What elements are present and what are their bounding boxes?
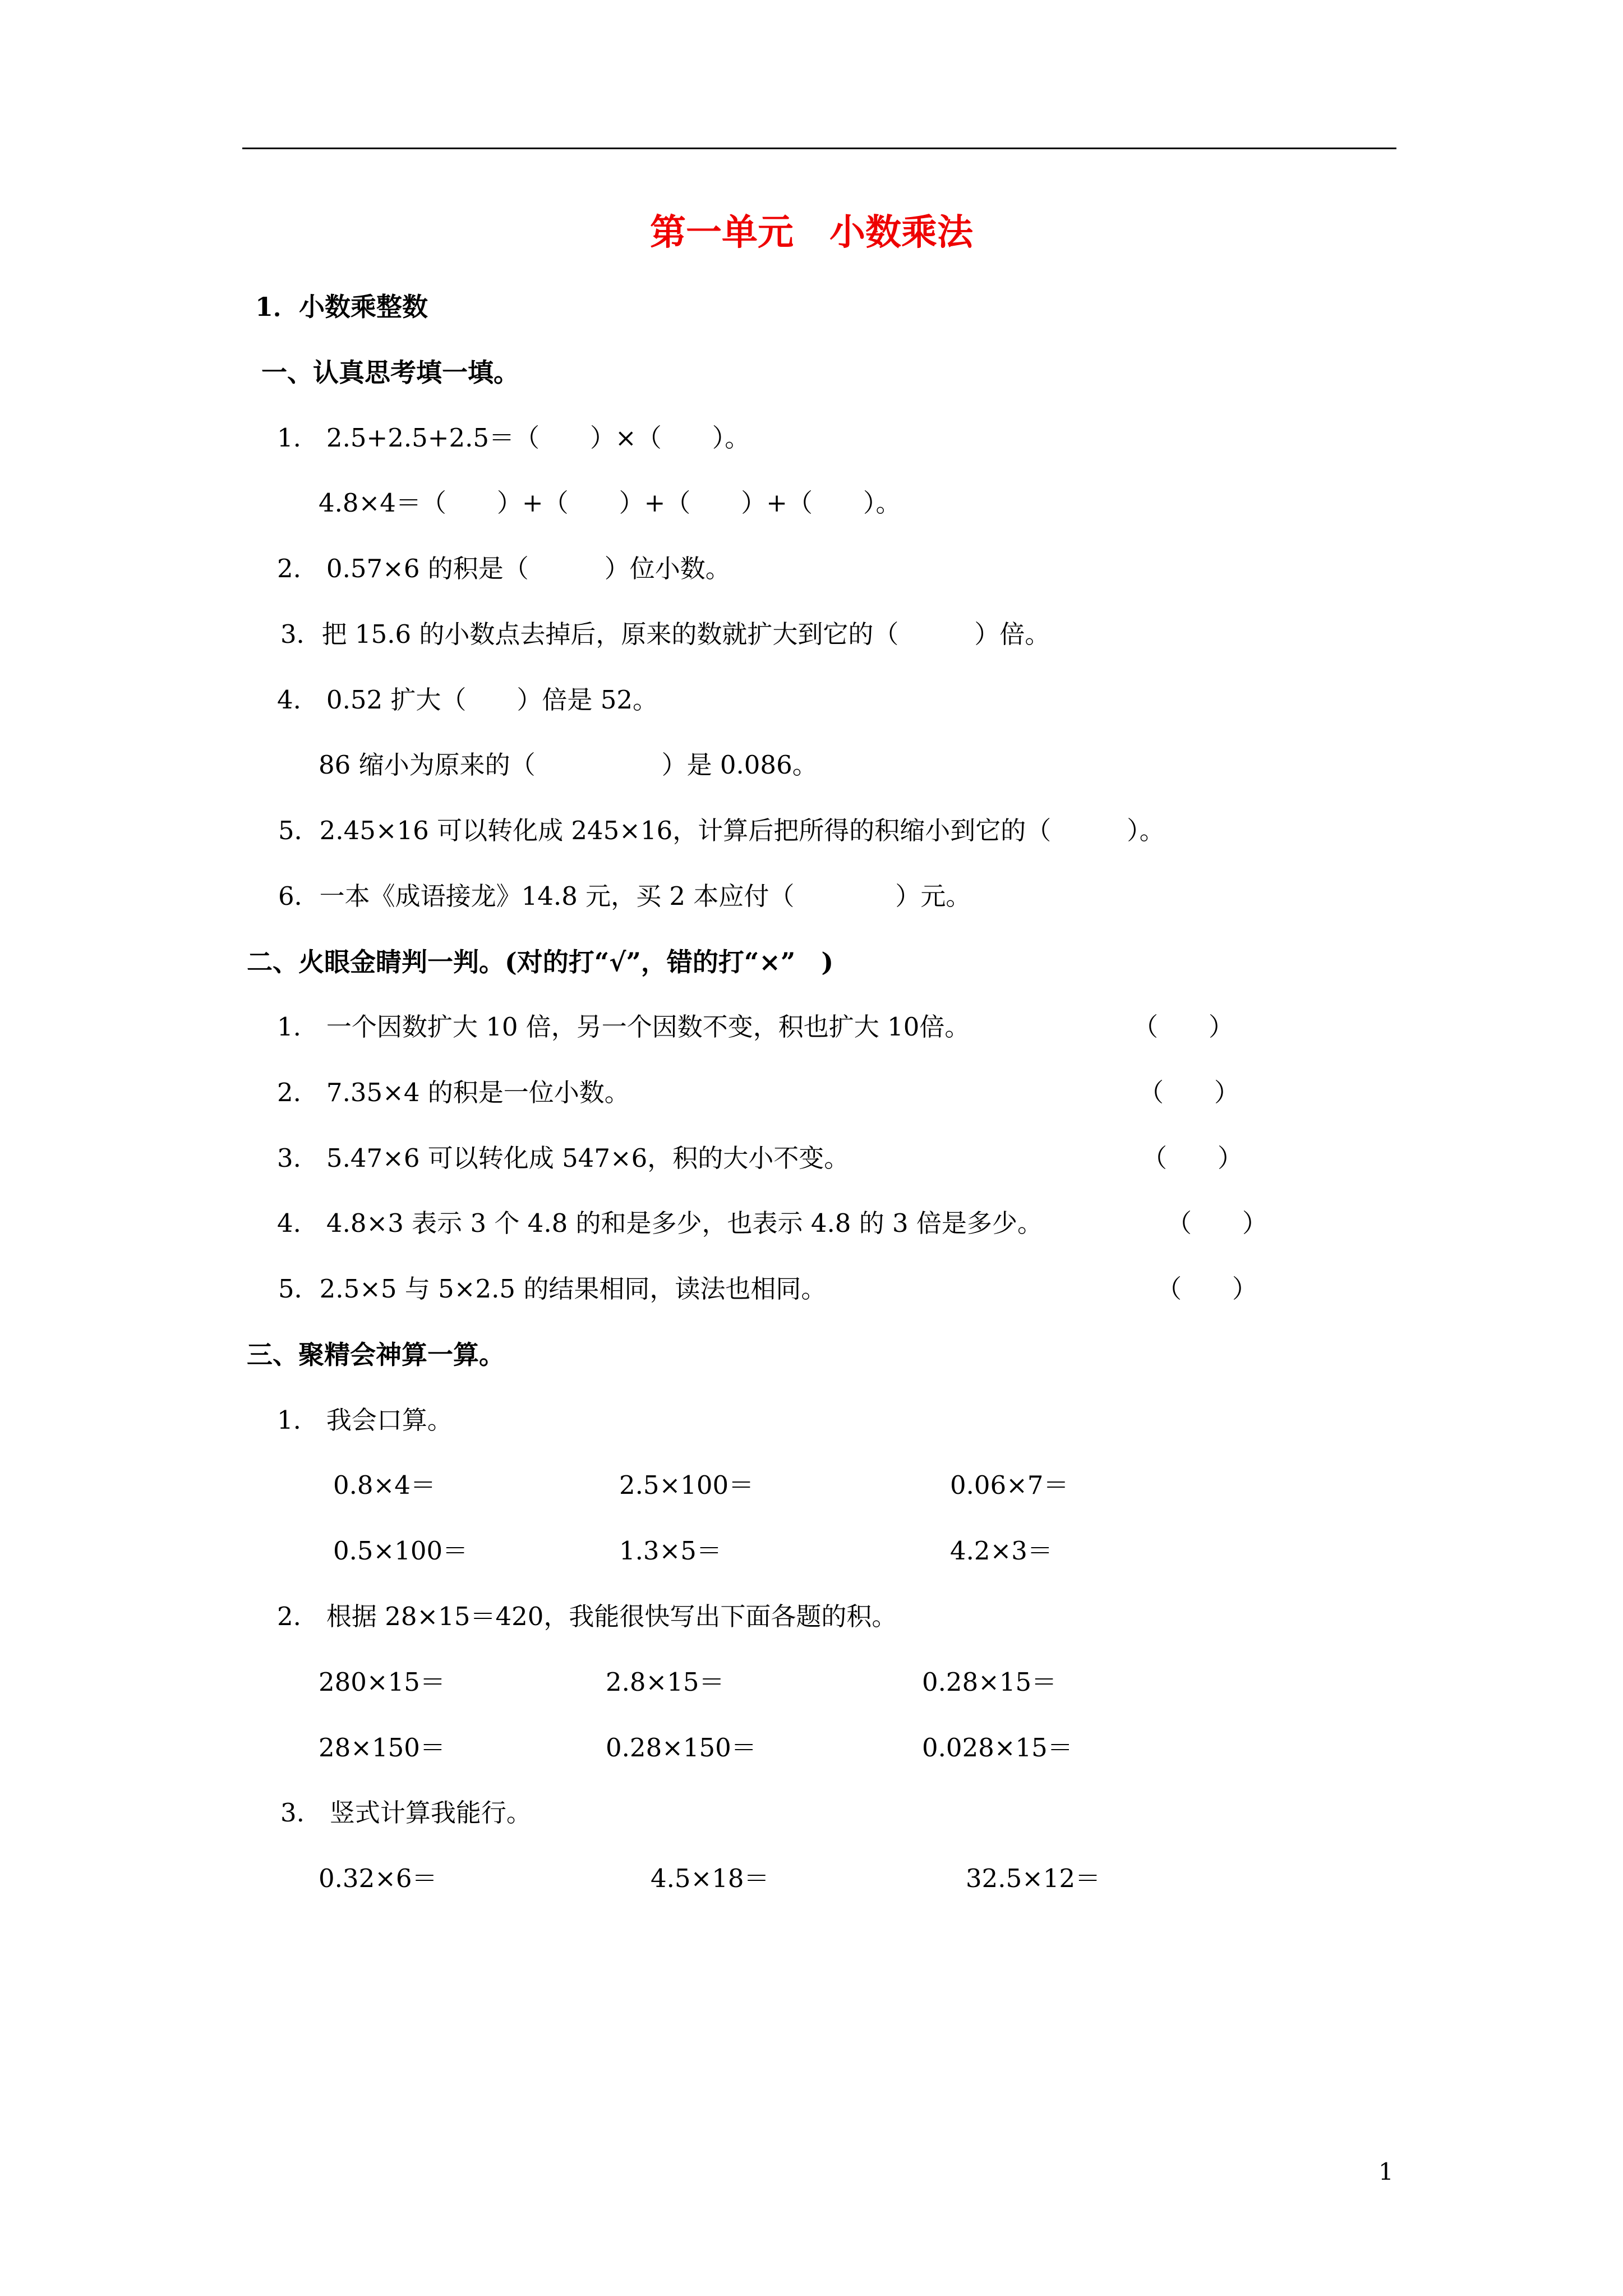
- calc-item: 32.5×12＝: [966, 1864, 1101, 1893]
- question-line: 4.8×4＝（ ）+（ ）+（ ）+（ ）。: [319, 488, 901, 518]
- answer-parentheses: （ ）: [1142, 1143, 1243, 1173]
- calc-item: 0.8×4＝: [333, 1470, 436, 1500]
- question-label: 1. 我会口算。: [277, 1405, 453, 1435]
- calc-item: 0.32×6＝: [319, 1864, 437, 1893]
- question-label: 3. 竖式计算我能行。: [280, 1798, 532, 1828]
- question-line: 5．2.45×16 可以转化成 245×16，计算后把所得的积缩小到它的（ ）。: [278, 816, 1165, 845]
- judge-item-text: 3. 5.47×6 可以转化成 547×6，积的大小不变。: [277, 1143, 850, 1173]
- answer-parentheses: （ ）: [1156, 1274, 1258, 1304]
- judge-item-text: 2. 7.35×4 的积是一位小数。: [277, 1078, 630, 1107]
- page-title: 第一单元 小数乘法: [650, 211, 973, 254]
- judge-item-text: 4. 4.8×3 表示 3 个 4.8 的和是多少，也表示 4.8 的 3 倍是多少。: [277, 1208, 1043, 1238]
- calc-item: 4.5×18＝: [651, 1864, 769, 1893]
- question-line: 2. 0.57×6 的积是（ ）位小数。: [277, 554, 731, 583]
- section-3-heading: 三、聚精会神算一算。: [247, 1340, 505, 1370]
- question-line: 1. 2.5+2.5+2.5＝（ ）×（ ）。: [277, 423, 750, 453]
- calc-item: 4.2×3＝: [950, 1536, 1053, 1566]
- page-number: 1: [1378, 2158, 1394, 2185]
- question-line: 86 缩小为原来的（ ）是 0.086。: [319, 750, 818, 780]
- question-line: 3．把 15.6 的小数点去掉后，原来的数就扩大到它的（ ）倍。: [280, 619, 1050, 649]
- calc-item: 2.5×100＝: [619, 1470, 754, 1500]
- judge-item-text: 5．2.5×5 与 5×2.5 的结果相同，读法也相同。: [278, 1274, 827, 1304]
- calc-item: 2.8×15＝: [606, 1667, 725, 1697]
- judge-item-text: 1. 一个因数扩大 10 倍，另一个因数不变，积也扩大 10倍。: [277, 1012, 970, 1042]
- question-label: 2. 根据 28×15＝420，我能很快写出下面各题的积。: [277, 1602, 897, 1631]
- calc-item: 0.28×150＝: [606, 1733, 757, 1763]
- calc-item: 0.06×7＝: [950, 1470, 1069, 1500]
- question-line: 4. 0.52 扩大（ ）倍是 52。: [277, 685, 658, 715]
- lesson-subtitle: 1．小数乘整数: [255, 292, 428, 322]
- section-1-heading: 一、认真思考填一填。: [261, 357, 519, 388]
- header-rule: [242, 148, 1396, 149]
- section-2-heading: 二、火眼金睛判一判。(对的打“√”，错的打“×” ): [247, 947, 834, 977]
- calc-item: 1.3×5＝: [619, 1536, 722, 1566]
- calc-item: 0.5×100＝: [333, 1536, 468, 1566]
- question-line: 6．一本《成语接龙》14.8 元，买 2 本应付（ ）元。: [278, 881, 971, 911]
- answer-parentheses: （ ）: [1138, 1078, 1240, 1107]
- calc-item: 280×15＝: [319, 1667, 445, 1697]
- calc-item: 0.028×15＝: [922, 1733, 1073, 1763]
- calc-item: 0.28×15＝: [922, 1667, 1057, 1697]
- answer-parentheses: （ ）: [1133, 1012, 1234, 1042]
- answer-parentheses: （ ）: [1166, 1208, 1268, 1238]
- calc-item: 28×150＝: [319, 1733, 445, 1763]
